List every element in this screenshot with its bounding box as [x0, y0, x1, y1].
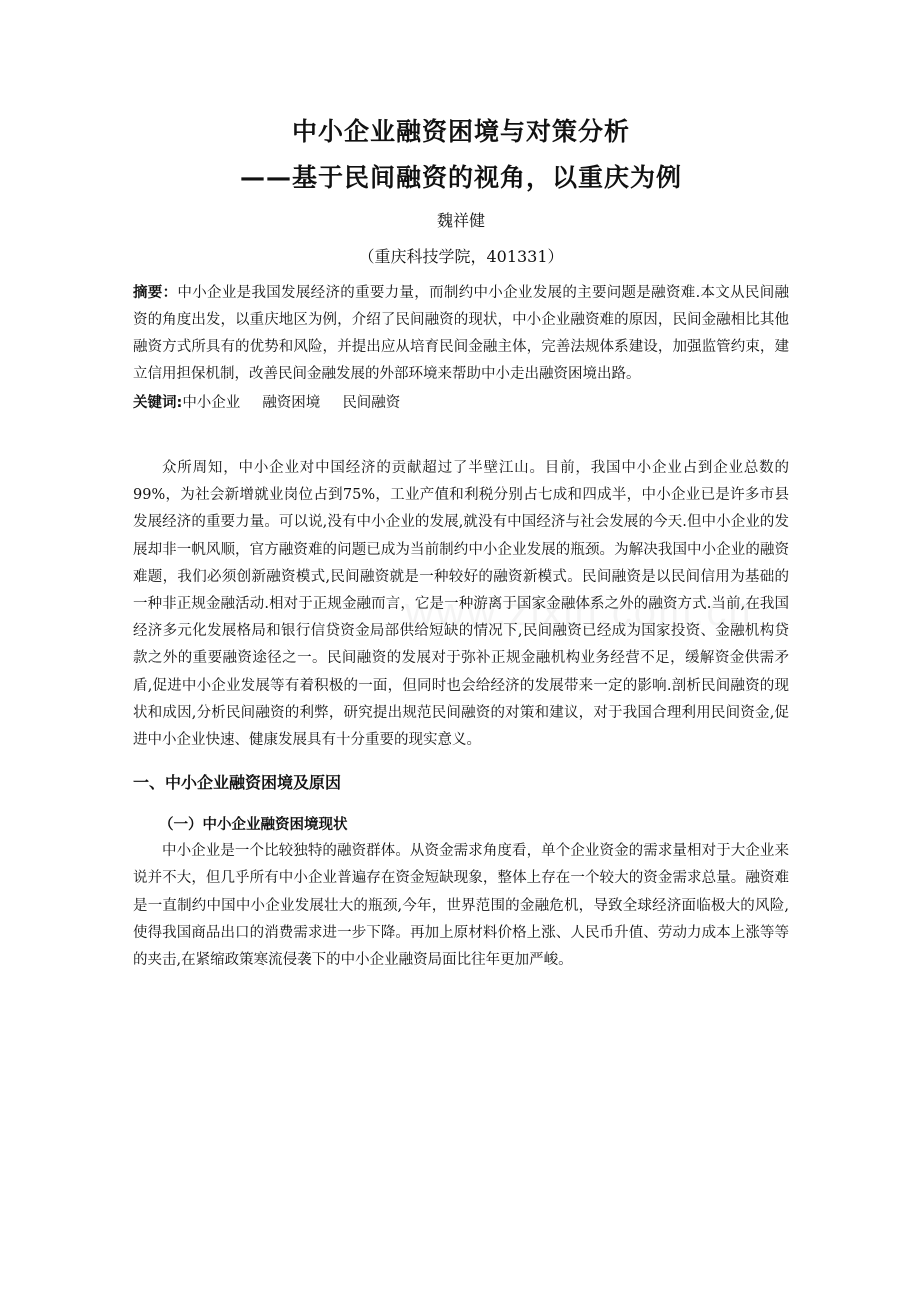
- intro-paragraph: 众所周知，中小企业对中国经济的贡献超过了半壁江山。目前，我国中小企业占到企业总数的99%，为社会新增就业岗位占到75%，工业产值和利税分别占七成和四成半，中小企业已是许多市县发展经济的重要力量。可以说,没有中小企业的发展,就没有中国经济与社会发展的今天.但中小企业的发展却非一帆风顺，官方融资难的问题已成为当前制约中小企业发展的瓶颈。为解决我国中小企业的融资难题，我们必须创新融资模式,民间融资就是一种较好的融资新模式。民间融资是以民间信用为基础的一种非正规金融活动.相对于正规金融而言，它是一种游离于国家金融体系之外的融资方式.当前,在我国经济多元化发展格局和银行信贷资金局部供给短缺的情况下,民间融资已经成为国家投资、金融机构贷款之外的重要融资途径之一。民间融资的发展对于弥补正规金融机构业务经营不足，缓解资金供需矛盾,促进中小企业发展等有着积极的一面，但同时也会给经济的发展带来一定的影响.剖析民间融资的现状和成因,分析民间融资的利弊，研究提出规范民间融资的对策和建议，对于我国合理利用民间资金,促进中小企业快速、健康发展具有十分重要的现实意义。: [133, 460, 789, 749]
- abstract: [133, 280, 789, 388]
- abstract-text: 中小企业是我国发展经济的重要力量，而制约中小企业发展的主要问题是融资难.本文从民间融资的角度出发，以重庆地区为例，介绍了民间融资的现状，中小企业融资难的原因，民间金融相比其他融资方式所具有的优势和风险，并提出应从培育民间金融主体，完善法规体系建设，加强监管约束，建立信用担保机制，改善民间金融发展的外部环境来帮助中小走出融资困境出路。: [133, 285, 790, 382]
- abstract-label: 摘要：: [133, 285, 178, 301]
- author-affiliation: （重庆科技学院，401331）: [358, 247, 564, 266]
- subsection-heading: （一）中小企业融资困境现状: [159, 817, 348, 834]
- paper-title: 中小企业融资困境与对策分析: [291, 117, 630, 146]
- keyword-item: 融资困境: [262, 395, 321, 411]
- keywords-label: 关键词:: [133, 395, 183, 411]
- section-heading: 一、中小企业融资困境及原因: [133, 773, 342, 793]
- paper-subtitle: ——基于民间融资的视角，以重庆为例: [239, 163, 682, 192]
- document-page: [133, 112, 789, 974]
- keywords: [133, 390, 789, 417]
- author-name: 魏祥健: [436, 211, 485, 230]
- keyword-item: 民间融资: [342, 395, 401, 411]
- subsection-paragraph: 中小企业是一个比较独特的融资群体。从资金需求角度看，单个企业资金的需求量相对于大企业来说并不大，但几乎所有中小企业普遍存在资金短缺现象，整体上存在一个较大的资金需求总量。融资难是一直制约中国中小企业发展壮大的瓶颈,今年，世界范围的金融危机，导致全球经济面临极大的风险,使得我国商品出口的消费需求进一步下降。再加上原材料价格上涨、人民币升值、劳动力成本上涨等等的夹击,在紧缩政策寒流侵袭下的中小企业融资局面比往年更加严峻。: [133, 843, 789, 969]
- keyword-item: 中小企业: [182, 395, 241, 411]
